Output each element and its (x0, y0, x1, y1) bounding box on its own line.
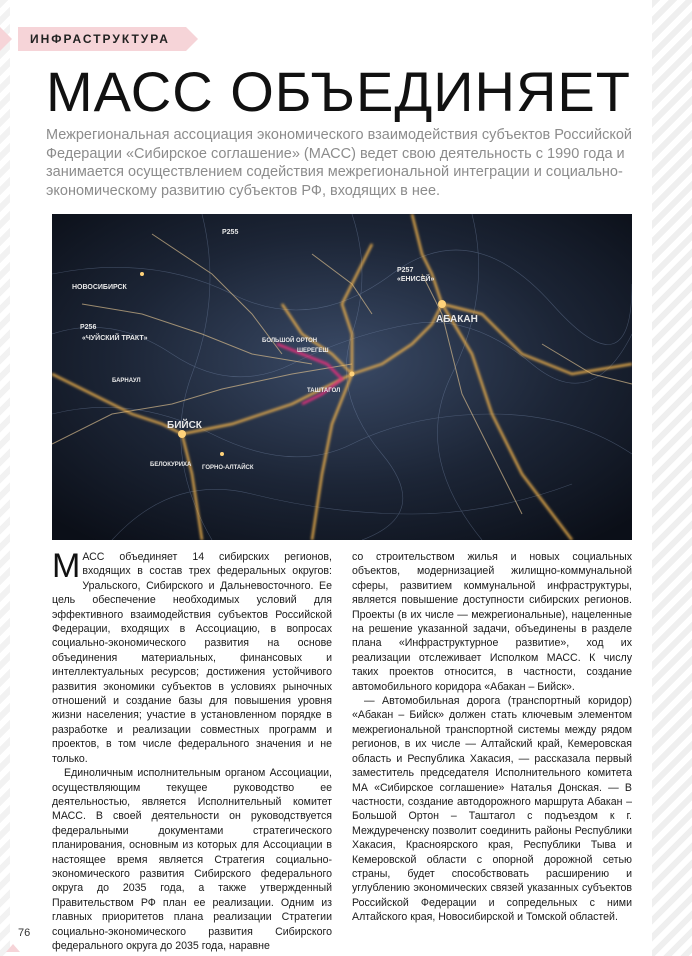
map-label: НОВОСИБИРСК (72, 284, 127, 291)
map-label: БАРНАУЛ (112, 378, 141, 384)
article-body (52, 547, 632, 953)
map-label: ТАШТАГОЛ (307, 388, 341, 394)
paragraph: Единоличным исполнительным органом Ассоциации, осуществляющим текущее руководство ее деятельностью, является Исполнительный комитет МАСС. В своей деятельности он руководствуется федеральными документами стратегического планирования, основным из которых для Ассоциации в настоящее время является Стратегия социально-экономического развития Сибирского федерального округа до 2035 года, а также утвержденный Правительством РФ план ее реализации. Одним из главных приоритетов плана реализации Стратегии социально-экономического развития Сибирского федерального округа до 2035 года, наравне (52, 767, 332, 952)
section-label: ИНФРАСТРУКТУРА (18, 27, 186, 51)
map-label: ШЕРЕГЕШ (297, 348, 329, 354)
map-label: БОЛЬШОЙ ОРТОН (262, 338, 318, 344)
section-chevron-icon (0, 27, 12, 51)
decorative-stripes-left (0, 0, 10, 956)
section-tag (0, 27, 186, 51)
page-title: МАСС ОБЪЕДИНЯЕТ (46, 60, 631, 123)
column-right (352, 550, 632, 953)
decorative-stripes-right (652, 0, 692, 956)
lead-paragraph: Межрегиональная ассоциация экономического взаимодействия субъектов Российской Федерации «Сибирское соглашение» (МАСС) ведет свою деятельность с 1990 года и занимается осуществлением содействия межрегиональной интеграции и социально-экономическому развитию субъектов РФ, входящих в нее. (46, 127, 632, 199)
page-number: 76 (18, 927, 31, 939)
map-label: «ЧУЙСКИЙ ТРАКТ» (82, 335, 148, 342)
column-left (52, 547, 332, 953)
paragraph: со строительством жилья и новых социальных объектов, модернизацией жилищно-коммунальной сферы, развитием коммунальной инфраструктуры, является повышение доступности сибирских регионов. Проекты (в их числе — межрегиональные), нацеленные на решение указанной задачи, объединены в разделе плана «Инфраструктурное развитие», ход их реализации отслеживает Исполком МАСС. К числу таких проектов относится, в частности, создание автомобильного коридора «Абакан – Бийск». (352, 551, 632, 693)
paragraph: — Автомобильная дорога (транспортный коридор) «Абакан – Бийск» должен стать ключевым элементом межрегиональной транспортной системы между рядом регионов, в их числе — Алтайский край, Кемеровская область и Республика Хакасия, — рассказала первый заместитель председателя Исполнительного комитета МА «Сибирское соглашение» Наталья Донская. — В частности, создание автодорожного маршрута Абакан – Большой Ортон – Таштагол с подъездом к г. Междуреченску позволит соединить районы Республики Хакасия, Красноярского края, Республики Тыва и Кемеровской области с опорной дорожной сетью страны, будет способствовать расширению и углублению экономических связей указанных субъектов Российской Федерации и сопредельных с ними Алтайского края, Новосибирской и Томской областей. (352, 695, 632, 924)
page-corner-mark (6, 944, 20, 952)
paragraph-text: АСС объединяет 14 сибирских регионов, входящих в состав трех федеральных округов: Уральского, Сибирского и Дальневосточного. Ее цель обеспечение необходимых условий для эффективного взаимодействия субъектов Российской Федерации, входящих в Ассоциацию, в вопросах социально-экономического развития на основе объединения материальных, финансовых и интеллектуальных ресурсов; достижения устойчивого развития экономики субъектов в условиях рыночных отношений и создание базы для повышения уровня жизни населения; участие в установленном порядке в разработке и реализации совместных программ и проектов, в том числе федерального значения и не только. (52, 551, 332, 765)
road-map-photo (52, 214, 632, 540)
map-label: «ЕНИСЕЙ» (397, 276, 435, 283)
map-label: ГОРНО-АЛТАЙСК (202, 465, 254, 471)
map-label: БИЙСК (167, 420, 202, 431)
map-label: АБАКАН (436, 314, 478, 325)
map-label: БЕЛОКУРИХА (150, 462, 192, 468)
paragraph (52, 547, 332, 766)
map-label: Р257 (397, 267, 414, 274)
drop-cap: М (52, 547, 81, 585)
road-map-illustration (52, 214, 632, 540)
map-label: Р255 (222, 229, 239, 236)
map-label: Р256 (80, 324, 97, 331)
